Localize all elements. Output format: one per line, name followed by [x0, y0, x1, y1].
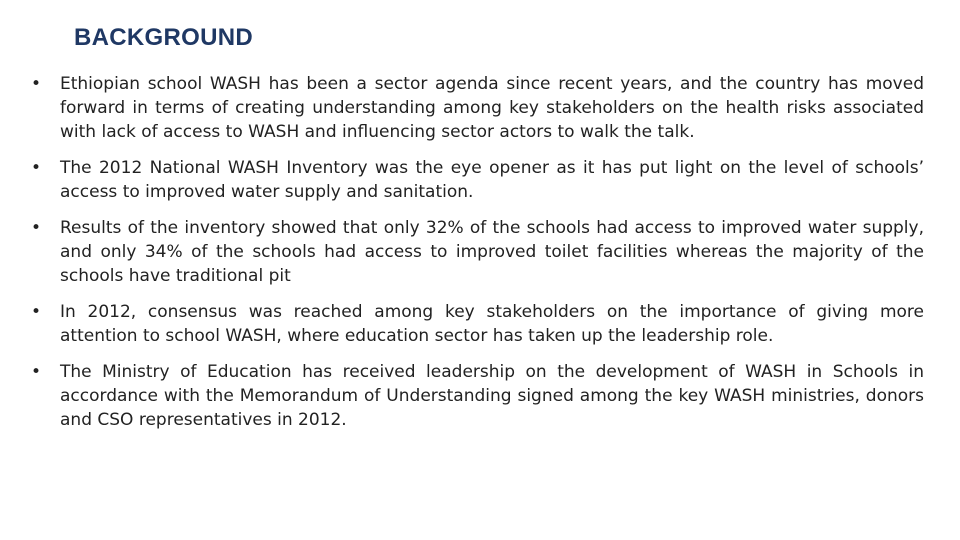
bullet-list — [28, 72, 924, 444]
bullet-item — [28, 216, 924, 288]
bullet-item — [28, 156, 924, 204]
bullet-text: Ethiopian school WASH has been a sector agenda since recent years, and the country has moved forward in terms of creating understanding among key stakeholders on the health risks associated with lack of access to WASH and influencing sector actors to walk the talk. — [60, 74, 924, 142]
bullet-icon: • — [30, 158, 42, 178]
bullet-item — [28, 72, 924, 144]
bullet-item — [28, 360, 924, 432]
bullet-text: In 2012, consensus was reached among key stakeholders on the importance of giving more attention to school WASH, where education sector has taken up the leadership role. — [60, 302, 924, 346]
bullet-icon: • — [30, 362, 42, 382]
bullet-icon: • — [30, 302, 42, 322]
bullet-item — [28, 300, 924, 348]
bullet-text: Results of the inventory showed that only 32% of the schools had access to improved water supply, and only 34% of the schools had access to improved toilet facilities whereas the majority of the schools have traditional pit — [60, 218, 924, 286]
bullet-text: The 2012 National WASH Inventory was the eye opener as it has put light on the level of schools’ access to improved water supply and sanitation. — [60, 158, 924, 202]
bullet-text: The Ministry of Education has received leadership on the development of WASH in Schools in accordance with the Memorandum of Understanding signed among the key WASH ministries, donors and CSO representatives in 2012. — [60, 362, 924, 430]
bullet-icon: • — [30, 218, 42, 238]
slide-title: BACKGROUND — [74, 24, 253, 51]
bullet-icon: • — [30, 74, 42, 94]
